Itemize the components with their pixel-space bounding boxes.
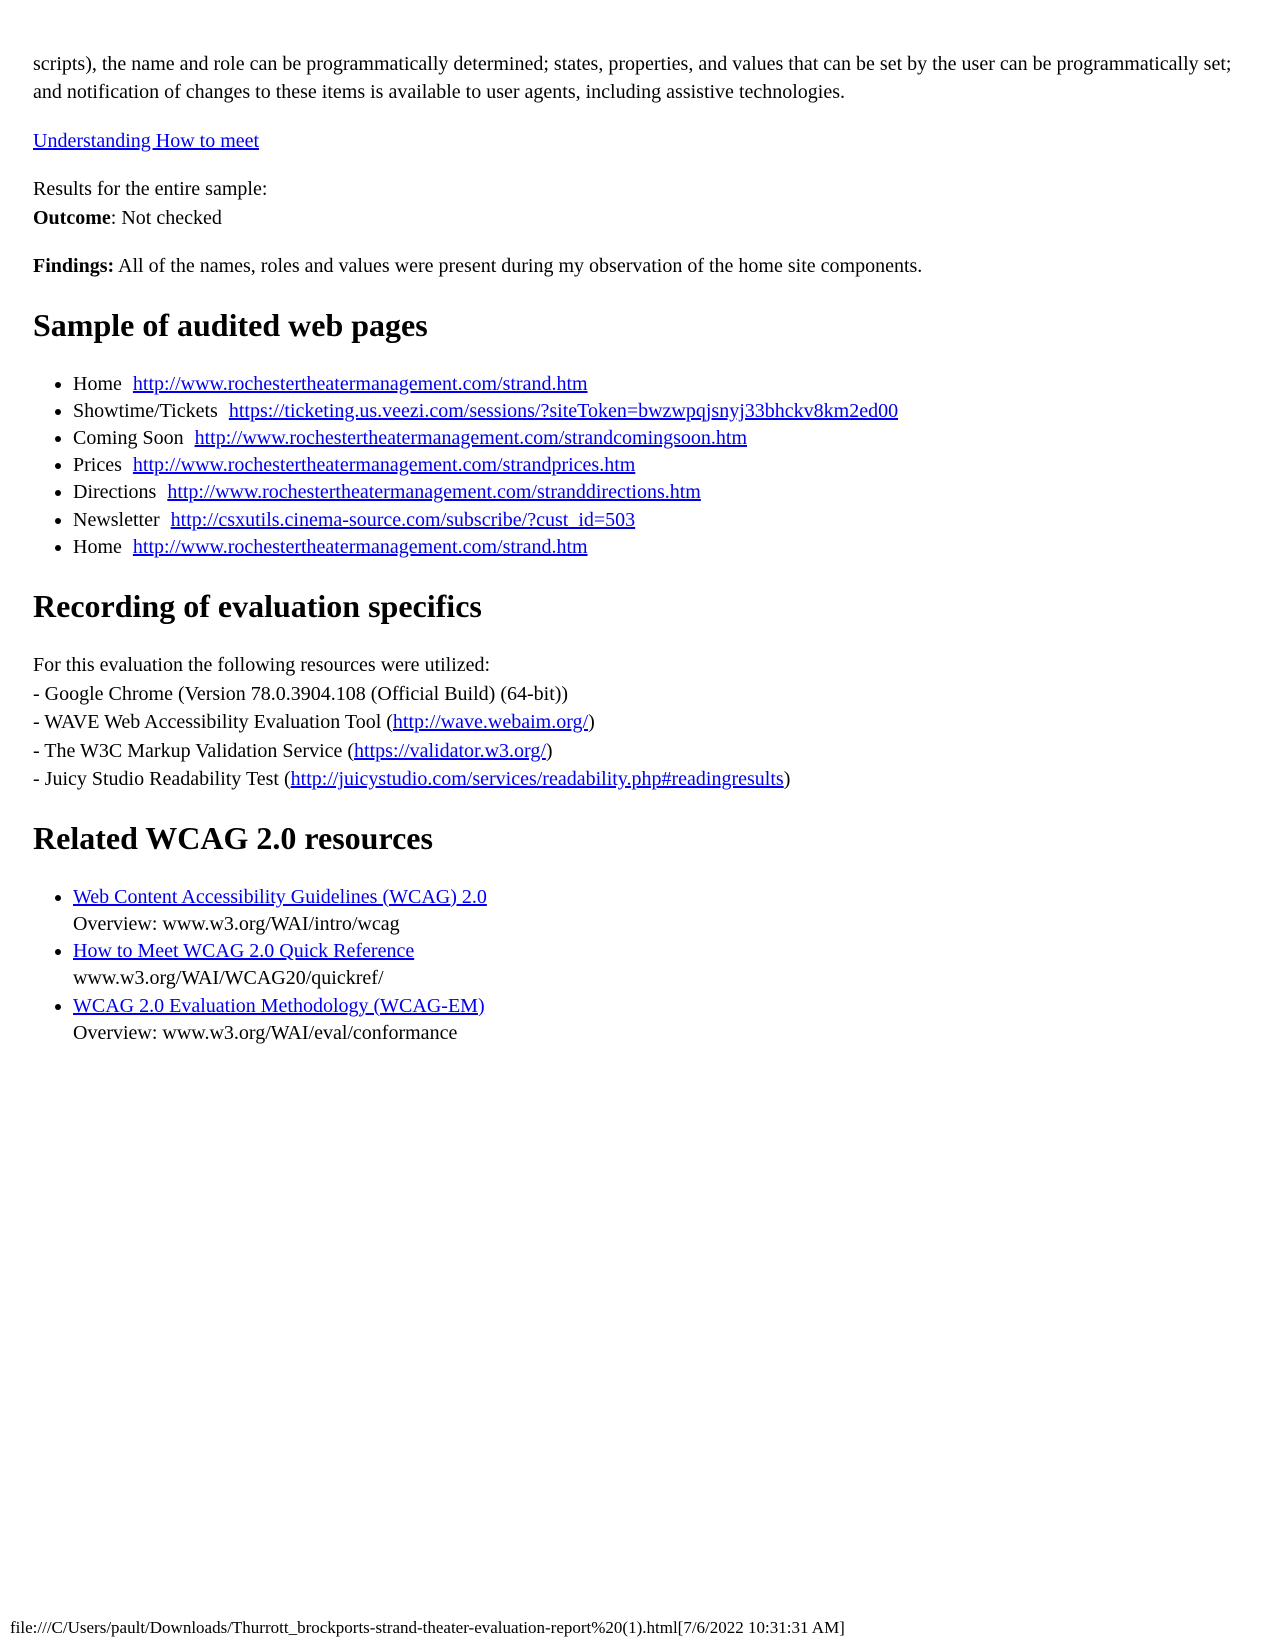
audited-page-link[interactable]: http://www.rochestertheatermanagement.com/strandprices.htm [132, 454, 636, 477]
resource-line: - Google Chrome (Version 78.0.3904.108 (Official Build) (64-bit)) [33, 682, 569, 705]
audited-pages-list [33, 371, 1242, 561]
related-resource-sub: Overview: www.w3.org/WAI/intro/wcag [73, 912, 400, 935]
outcome-label: Outcome [33, 206, 111, 229]
audited-page-link[interactable]: http://www.rochestertheatermanagement.com/stranddirections.htm [167, 481, 701, 504]
audited-page-label: Home [73, 535, 122, 558]
understanding-link-paragraph [33, 127, 1242, 155]
related-resource-item [73, 993, 1242, 1047]
related-resource-sub: www.w3.org/WAI/WCAG20/quickref/ [73, 967, 384, 990]
related-resources-list [33, 884, 1242, 1047]
sample-heading: Sample of audited web pages [33, 307, 428, 344]
resource-line [33, 740, 553, 762]
related-heading: Related WCAG 2.0 resources [33, 820, 433, 857]
audited-page-link[interactable]: http://www.rochestertheatermanagement.com/strandcomingsoon.htm [194, 427, 748, 450]
related-resource-sub: Overview: www.w3.org/WAI/eval/conformance [73, 1021, 458, 1044]
resource-prefix: - WAVE Web Accessibility Evaluation Tool ( [33, 711, 393, 734]
audited-page-link[interactable]: http://www.rochestertheatermanagement.com/strand.htm [132, 372, 588, 395]
audited-page-link[interactable]: http://csxutils.cinema-source.com/subscribe/?cust_id=503 [170, 508, 636, 531]
audited-page-label: Prices [73, 454, 122, 477]
intro-paragraph: scripts), the name and role can be programmatically determined; states, properties, and values that can be set by the user can be programmatically set; and notification of changes to these items is available to user agents, including assistive technologies. [33, 53, 1232, 104]
audited-page-item [73, 534, 1242, 561]
resource-link[interactable]: http://juicystudio.com/services/readability.php#readingresults [290, 768, 784, 790]
audited-page-item [73, 425, 1242, 452]
resource-suffix: ) [588, 711, 595, 734]
print-footer-filepath: file:///C/Users/pault/Downloads/Thurrott_brockports-strand-theater-evaluation-report%20(1).html[7/6/2022 10:31:31 AM] [10, 1617, 845, 1637]
audited-page-label: Home [73, 372, 122, 395]
resource-prefix: - The W3C Markup Validation Service ( [33, 739, 355, 762]
audited-page-link[interactable]: http://www.rochestertheatermanagement.com/strand.htm [132, 535, 588, 558]
audited-page-item [73, 371, 1242, 398]
audited-page-item [73, 507, 1242, 534]
audited-page-label: Showtime/Tickets [73, 399, 218, 422]
resource-line [33, 711, 595, 733]
resource-line [33, 768, 790, 790]
audited-page-item [73, 479, 1242, 506]
audited-page-item [73, 452, 1242, 479]
audited-page-label: Newsletter [73, 508, 160, 531]
resource-link[interactable]: http://wave.webaim.org/ [392, 711, 589, 734]
audited-page-label: Directions [73, 481, 157, 504]
results-line: Results for the entire sample: [33, 178, 268, 201]
related-resource-item [73, 938, 1242, 992]
understanding-how-to-meet-link[interactable]: Understanding How to meet [33, 129, 260, 152]
related-resource-link[interactable]: How to Meet WCAG 2.0 Quick Reference [73, 940, 415, 963]
evaluation-resources-paragraph [33, 651, 1242, 793]
resource-prefix: - Juicy Studio Readability Test ( [33, 768, 291, 790]
results-paragraph [33, 175, 1242, 232]
related-resource-link[interactable]: WCAG 2.0 Evaluation Methodology (WCAG-EM) [73, 994, 485, 1017]
related-resource-link[interactable]: Web Content Accessibility Guidelines (WCAG) 2.0 [73, 885, 487, 908]
findings-paragraph [33, 252, 1242, 280]
resource-link[interactable]: https://validator.w3.org/ [354, 739, 546, 762]
audited-page-label: Coming Soon [73, 427, 184, 450]
audited-page-item [73, 398, 1242, 425]
resource-suffix: ) [545, 739, 553, 762]
recording-heading: Recording of evaluation specifics [33, 588, 482, 625]
resources-intro: For this evaluation the following resources were utilized: [33, 654, 491, 677]
audited-page-link[interactable]: https://ticketing.us.veezi.com/sessions/?siteToken=bwzwpqjsnyj33bhckv8km2ed00 [228, 399, 899, 422]
resource-suffix: ) [783, 768, 791, 790]
findings-label: Findings: [33, 254, 115, 277]
outcome-value: : Not checked [110, 206, 222, 229]
findings-text: All of the names, roles and values were present during my observation of the home site components. [114, 254, 923, 277]
related-resource-item [73, 884, 1242, 938]
